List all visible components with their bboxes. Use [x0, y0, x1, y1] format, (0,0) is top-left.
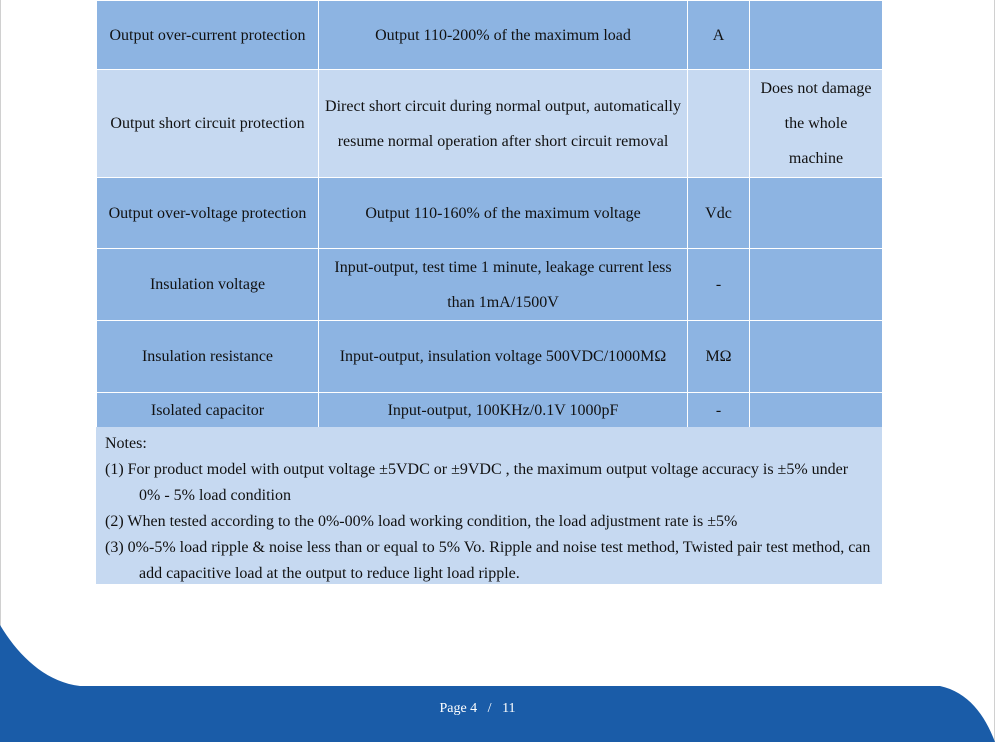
table-row	[97, 70, 883, 178]
condition-cell: Direct short circuit during normal output, automatically resume normal operation after short circuit removal	[319, 70, 688, 178]
item-cell: Output over-voltage protection	[97, 178, 319, 249]
unit-cell: Vdc	[688, 178, 750, 249]
page-number	[0, 701, 955, 717]
footer-wave-shape	[0, 625, 995, 742]
note-item: (1) For product model with output voltage ±5VDC or ±9VDC , the maximum output voltage accuracy is ±5% under 0% - 5% load condition	[105, 461, 849, 504]
remark-cell	[750, 321, 883, 393]
remark-cell	[750, 393, 883, 429]
table-row	[97, 178, 883, 249]
condition-cell: Input-output, test time 1 minute, leakage current less than 1mA/1500V	[319, 249, 688, 321]
unit-cell: -	[688, 393, 750, 429]
page-label: Page 4	[439, 701, 478, 716]
footer-wave-banner	[0, 600, 995, 742]
condition-cell: Output 110-200% of the maximum load	[319, 1, 688, 70]
item-cell: Insulation resistance	[97, 321, 319, 393]
unit-cell	[688, 70, 750, 178]
unit-cell: A	[688, 1, 750, 70]
notes-heading: Notes:	[105, 435, 147, 452]
table-row	[97, 249, 883, 321]
condition-cell: Input-output, insulation voltage 500VDC/1000MΩ	[319, 321, 688, 393]
specifications-table	[96, 0, 883, 429]
condition-cell: Output 110-160% of the maximum voltage	[319, 178, 688, 249]
table-row	[97, 393, 883, 429]
item-cell: Output short circuit protection	[97, 70, 319, 178]
page-separator: /	[487, 701, 492, 716]
unit-cell: -	[688, 249, 750, 321]
item-cell: Output over-current protection	[97, 1, 319, 70]
remark-cell: Does not damage the whole machine	[750, 70, 883, 178]
table-row	[97, 321, 883, 393]
note-item: (3) 0%-5% load ripple & noise less than or equal to 5% Vo. Ripple and noise test method, Twisted pair test method, can add capacitive load at the output to reduce light load ripple.	[105, 539, 871, 582]
remark-cell	[750, 249, 883, 321]
item-cell: Isolated capacitor	[97, 393, 319, 429]
item-cell: Insulation voltage	[97, 249, 319, 321]
remark-cell	[750, 1, 883, 70]
notes-section	[96, 427, 882, 584]
note-item: (2) When tested according to the 0%-00% load working condition, the load adjustment rate is ±5%	[105, 513, 738, 530]
table-row	[97, 1, 883, 70]
remark-cell	[750, 178, 883, 249]
condition-cell: Input-output, 100KHz/0.1V 1000pF	[319, 393, 688, 429]
unit-cell: MΩ	[688, 321, 750, 393]
total-pages: 11	[502, 701, 516, 716]
